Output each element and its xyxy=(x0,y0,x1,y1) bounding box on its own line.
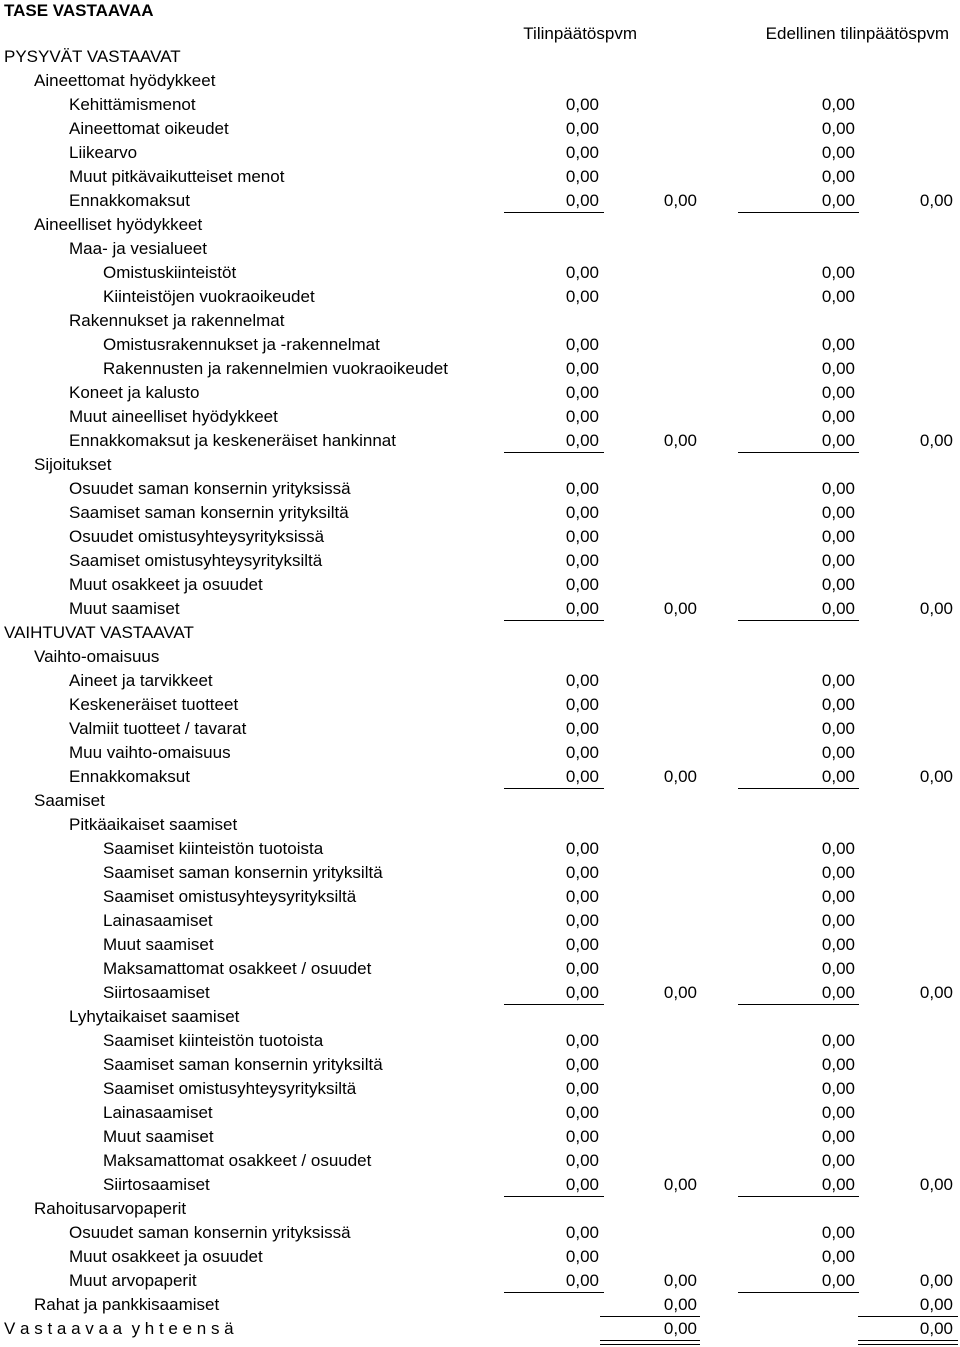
row-label: Rahat ja pankkisaamiset xyxy=(34,1295,220,1314)
table-row xyxy=(0,621,960,645)
column-header-current: Tilinpäätöspvm xyxy=(523,24,637,43)
table-row xyxy=(0,1317,960,1341)
row-label: Muut osakkeet ja osuudet xyxy=(69,575,263,594)
table-row xyxy=(0,405,960,429)
current-value: 0,00 xyxy=(565,959,599,978)
current-value: 0,00 xyxy=(565,671,599,690)
table-row xyxy=(0,93,960,117)
table-row xyxy=(0,933,960,957)
current-value: 0,00 xyxy=(565,911,599,930)
previous-value: 0,00 xyxy=(821,719,855,738)
previous-value: 0,00 xyxy=(821,983,855,1002)
previous-value: 0,00 xyxy=(821,695,855,714)
current-value: 0,00 xyxy=(565,1175,599,1194)
table-row xyxy=(0,237,960,261)
current-value: 0,00 xyxy=(565,407,599,426)
row-label: PYSYVÄT VASTAAVAT xyxy=(4,47,181,66)
previous-value: 0,00 xyxy=(821,575,855,594)
current-value: 0,00 xyxy=(565,431,599,450)
table-row xyxy=(0,741,960,765)
row-label: Saamiset saman konsernin yrityksiltä xyxy=(69,503,349,522)
table-row xyxy=(0,861,960,885)
current-value: 0,00 xyxy=(565,863,599,882)
current-value: 0,00 xyxy=(565,287,599,306)
row-label: Muut pitkävaikutteiset menot xyxy=(69,167,285,186)
row-label: Lyhytaikaiset saamiset xyxy=(69,1007,240,1026)
row-label: Siirtosaamiset xyxy=(103,983,210,1002)
current-value: 0,00 xyxy=(565,719,599,738)
table-row xyxy=(0,141,960,165)
current-value: 0,00 xyxy=(565,1055,599,1074)
table-row xyxy=(0,45,960,69)
underline-rule xyxy=(600,1340,700,1345)
current-value: 0,00 xyxy=(565,191,599,210)
table-row xyxy=(0,957,960,981)
row-label: Saamiset omistusyhteysyrityksiltä xyxy=(69,551,323,570)
previous-value: 0,00 xyxy=(821,383,855,402)
previous-value: 0,00 xyxy=(821,671,855,690)
previous-subtotal: 0,00 xyxy=(919,1271,953,1290)
current-subtotal: 0,00 xyxy=(663,1175,697,1194)
row-label: Vaihto-omaisuus xyxy=(34,647,160,666)
row-label: Saamiset kiinteistön tuotoista xyxy=(103,1031,324,1050)
previous-value: 0,00 xyxy=(821,959,855,978)
table-row xyxy=(0,765,960,789)
current-subtotal: 0,00 xyxy=(663,1271,697,1290)
row-label: Osuudet saman konsernin yrityksissä xyxy=(69,479,351,498)
previous-value: 0,00 xyxy=(821,527,855,546)
previous-value: 0,00 xyxy=(821,479,855,498)
table-row xyxy=(0,909,960,933)
previous-value: 0,00 xyxy=(821,1271,855,1290)
row-label: Liikearvo xyxy=(69,143,138,162)
table-row xyxy=(0,1053,960,1077)
current-subtotal: 0,00 xyxy=(663,431,697,450)
current-value: 0,00 xyxy=(565,119,599,138)
row-label: Keskeneräiset tuotteet xyxy=(69,695,239,714)
row-label: Saamiset kiinteistön tuotoista xyxy=(103,839,324,858)
table-row xyxy=(0,525,960,549)
row-label: Rakennusten ja rakennelmien vuokraoikeudet xyxy=(103,359,448,378)
row-label: Sijoitukset xyxy=(34,455,112,474)
table-row xyxy=(0,1245,960,1269)
previous-subtotal: 0,00 xyxy=(919,1295,953,1314)
row-label: Siirtosaamiset xyxy=(103,1175,210,1194)
previous-subtotal: 0,00 xyxy=(919,1319,953,1338)
table-row xyxy=(0,1221,960,1245)
table-row xyxy=(0,117,960,141)
current-value: 0,00 xyxy=(565,1271,599,1290)
current-value: 0,00 xyxy=(565,695,599,714)
previous-value: 0,00 xyxy=(821,407,855,426)
current-subtotal: 0,00 xyxy=(663,191,697,210)
current-value: 0,00 xyxy=(565,839,599,858)
row-label: Muut saamiset xyxy=(103,1127,214,1146)
current-subtotal: 0,00 xyxy=(663,1319,697,1338)
previous-value: 0,00 xyxy=(821,263,855,282)
current-value: 0,00 xyxy=(565,1079,599,1098)
current-value: 0,00 xyxy=(565,167,599,186)
table-row xyxy=(0,885,960,909)
previous-value: 0,00 xyxy=(821,1055,855,1074)
row-label: Muut osakkeet ja osuudet xyxy=(69,1247,263,1266)
row-label: Aineettomat hyödykkeet xyxy=(34,71,216,90)
previous-value: 0,00 xyxy=(821,767,855,786)
row-label: Rakennukset ja rakennelmat xyxy=(69,311,285,330)
row-label: Saamiset omistusyhteysyrityksiltä xyxy=(103,887,357,906)
previous-value: 0,00 xyxy=(821,1079,855,1098)
table-row xyxy=(0,453,960,477)
current-value: 0,00 xyxy=(565,527,599,546)
row-label: Kiinteistöjen vuokraoikeudet xyxy=(103,287,315,306)
current-value: 0,00 xyxy=(565,263,599,282)
current-value: 0,00 xyxy=(565,1031,599,1050)
previous-value: 0,00 xyxy=(821,1127,855,1146)
table-row xyxy=(0,189,960,213)
previous-value: 0,00 xyxy=(821,1031,855,1050)
column-header-previous: Edellinen tilinpäätöspvm xyxy=(765,24,949,43)
current-value: 0,00 xyxy=(565,887,599,906)
current-value: 0,00 xyxy=(565,1247,599,1266)
current-subtotal: 0,00 xyxy=(663,1295,697,1314)
previous-subtotal: 0,00 xyxy=(919,191,953,210)
table-row xyxy=(0,501,960,525)
table-row xyxy=(0,669,960,693)
current-value: 0,00 xyxy=(565,551,599,570)
current-subtotal: 0,00 xyxy=(663,599,697,618)
previous-value: 0,00 xyxy=(821,839,855,858)
current-value: 0,00 xyxy=(565,1151,599,1170)
row-label: Maksamattomat osakkeet / osuudet xyxy=(103,959,372,978)
current-value: 0,00 xyxy=(565,743,599,762)
previous-value: 0,00 xyxy=(821,1151,855,1170)
table-row xyxy=(0,597,960,621)
table-row xyxy=(0,429,960,453)
table-row xyxy=(0,1005,960,1029)
row-label: Omistusrakennukset ja -rakennelmat xyxy=(103,335,380,354)
previous-value: 0,00 xyxy=(821,95,855,114)
table-row xyxy=(0,693,960,717)
table-row xyxy=(0,1101,960,1125)
row-label: Maa- ja vesialueet xyxy=(69,239,207,258)
table-row xyxy=(0,1077,960,1101)
previous-value: 0,00 xyxy=(821,911,855,930)
row-label: Muut arvopaperit xyxy=(69,1271,197,1290)
current-value: 0,00 xyxy=(565,599,599,618)
current-value: 0,00 xyxy=(565,479,599,498)
current-value: 0,00 xyxy=(565,503,599,522)
previous-value: 0,00 xyxy=(821,431,855,450)
row-label: Saamiset xyxy=(34,791,105,810)
table-row xyxy=(0,1197,960,1221)
current-value: 0,00 xyxy=(565,1127,599,1146)
current-value: 0,00 xyxy=(565,143,599,162)
previous-value: 0,00 xyxy=(821,1103,855,1122)
row-label: Valmiit tuotteet / tavarat xyxy=(69,719,247,738)
table-row xyxy=(0,285,960,309)
previous-subtotal: 0,00 xyxy=(919,983,953,1002)
row-label: Aineet ja tarvikkeet xyxy=(69,671,213,690)
table-row xyxy=(0,357,960,381)
previous-value: 0,00 xyxy=(821,359,855,378)
table-row xyxy=(0,549,960,573)
row-label: Saamiset saman konsernin yrityksiltä xyxy=(103,1055,383,1074)
previous-subtotal: 0,00 xyxy=(919,1175,953,1194)
current-value: 0,00 xyxy=(565,359,599,378)
row-label: VAIHTUVAT VASTAAVAT xyxy=(4,623,194,642)
current-subtotal: 0,00 xyxy=(663,767,697,786)
balance-sheet-table xyxy=(0,45,960,1341)
table-row xyxy=(0,1173,960,1197)
table-row xyxy=(0,645,960,669)
previous-value: 0,00 xyxy=(821,1175,855,1194)
previous-value: 0,00 xyxy=(821,863,855,882)
previous-value: 0,00 xyxy=(821,119,855,138)
previous-value: 0,00 xyxy=(821,887,855,906)
table-row xyxy=(0,1149,960,1173)
previous-value: 0,00 xyxy=(821,935,855,954)
current-value: 0,00 xyxy=(565,575,599,594)
table-row xyxy=(0,69,960,93)
row-label: Ennakkomaksut xyxy=(69,191,190,210)
table-row xyxy=(0,813,960,837)
current-value: 0,00 xyxy=(565,1223,599,1242)
previous-value: 0,00 xyxy=(821,191,855,210)
previous-value: 0,00 xyxy=(821,287,855,306)
table-row xyxy=(0,213,960,237)
row-label: Koneet ja kalusto xyxy=(69,383,200,402)
table-row xyxy=(0,165,960,189)
table-row xyxy=(0,1293,960,1317)
table-row xyxy=(0,573,960,597)
row-label: Lainasaamiset xyxy=(103,1103,213,1122)
table-row xyxy=(0,1125,960,1149)
previous-subtotal: 0,00 xyxy=(919,431,953,450)
current-value: 0,00 xyxy=(565,95,599,114)
row-label: Muu vaihto-omaisuus xyxy=(69,743,231,762)
table-row xyxy=(0,261,960,285)
page-title: TASE VASTAAVAA xyxy=(4,1,154,20)
previous-value: 0,00 xyxy=(821,167,855,186)
table-row xyxy=(0,717,960,741)
previous-value: 0,00 xyxy=(821,1223,855,1242)
table-row xyxy=(0,1269,960,1293)
table-row xyxy=(0,309,960,333)
row-label: Saamiset saman konsernin yrityksiltä xyxy=(103,863,383,882)
row-label: Pitkäaikaiset saamiset xyxy=(69,815,238,834)
previous-subtotal: 0,00 xyxy=(919,767,953,786)
row-label: Omistuskiinteistöt xyxy=(103,263,237,282)
current-value: 0,00 xyxy=(565,935,599,954)
row-label: Ennakkomaksut ja keskeneräiset hankinnat xyxy=(69,431,396,450)
row-label: Osuudet saman konsernin yrityksissä xyxy=(69,1223,351,1242)
table-row xyxy=(0,381,960,405)
row-label: Muut saamiset xyxy=(103,935,214,954)
previous-value: 0,00 xyxy=(821,743,855,762)
table-row xyxy=(0,333,960,357)
previous-value: 0,00 xyxy=(821,143,855,162)
table-row xyxy=(0,837,960,861)
row-label: Aineettomat oikeudet xyxy=(69,119,229,138)
current-value: 0,00 xyxy=(565,335,599,354)
current-subtotal: 0,00 xyxy=(663,983,697,1002)
current-value: 0,00 xyxy=(565,383,599,402)
row-label: Muut saamiset xyxy=(69,599,180,618)
row-label: Ennakkomaksut xyxy=(69,767,190,786)
table-row xyxy=(0,1029,960,1053)
row-label: Aineelliset hyödykkeet xyxy=(34,215,203,234)
current-value: 0,00 xyxy=(565,767,599,786)
previous-value: 0,00 xyxy=(821,551,855,570)
table-row xyxy=(0,789,960,813)
previous-subtotal: 0,00 xyxy=(919,599,953,618)
previous-value: 0,00 xyxy=(821,503,855,522)
previous-value: 0,00 xyxy=(821,599,855,618)
row-label: Osuudet omistusyhteysyrityksissä xyxy=(69,527,325,546)
previous-value: 0,00 xyxy=(821,335,855,354)
row-label: Saamiset omistusyhteysyrityksiltä xyxy=(103,1079,357,1098)
row-label: Rahoitusarvopaperit xyxy=(34,1199,187,1218)
row-label: Lainasaamiset xyxy=(103,911,213,930)
row-label: Maksamattomat osakkeet / osuudet xyxy=(103,1151,372,1170)
table-row xyxy=(0,981,960,1005)
underline-rule xyxy=(858,1340,958,1345)
previous-value: 0,00 xyxy=(821,1247,855,1266)
row-label: Muut aineelliset hyödykkeet xyxy=(69,407,278,426)
table-row xyxy=(0,477,960,501)
current-value: 0,00 xyxy=(565,1103,599,1122)
row-label: V a s t a a v a a y h t e e n s ä xyxy=(4,1319,234,1338)
row-label: Kehittämismenot xyxy=(69,95,196,114)
current-value: 0,00 xyxy=(565,983,599,1002)
